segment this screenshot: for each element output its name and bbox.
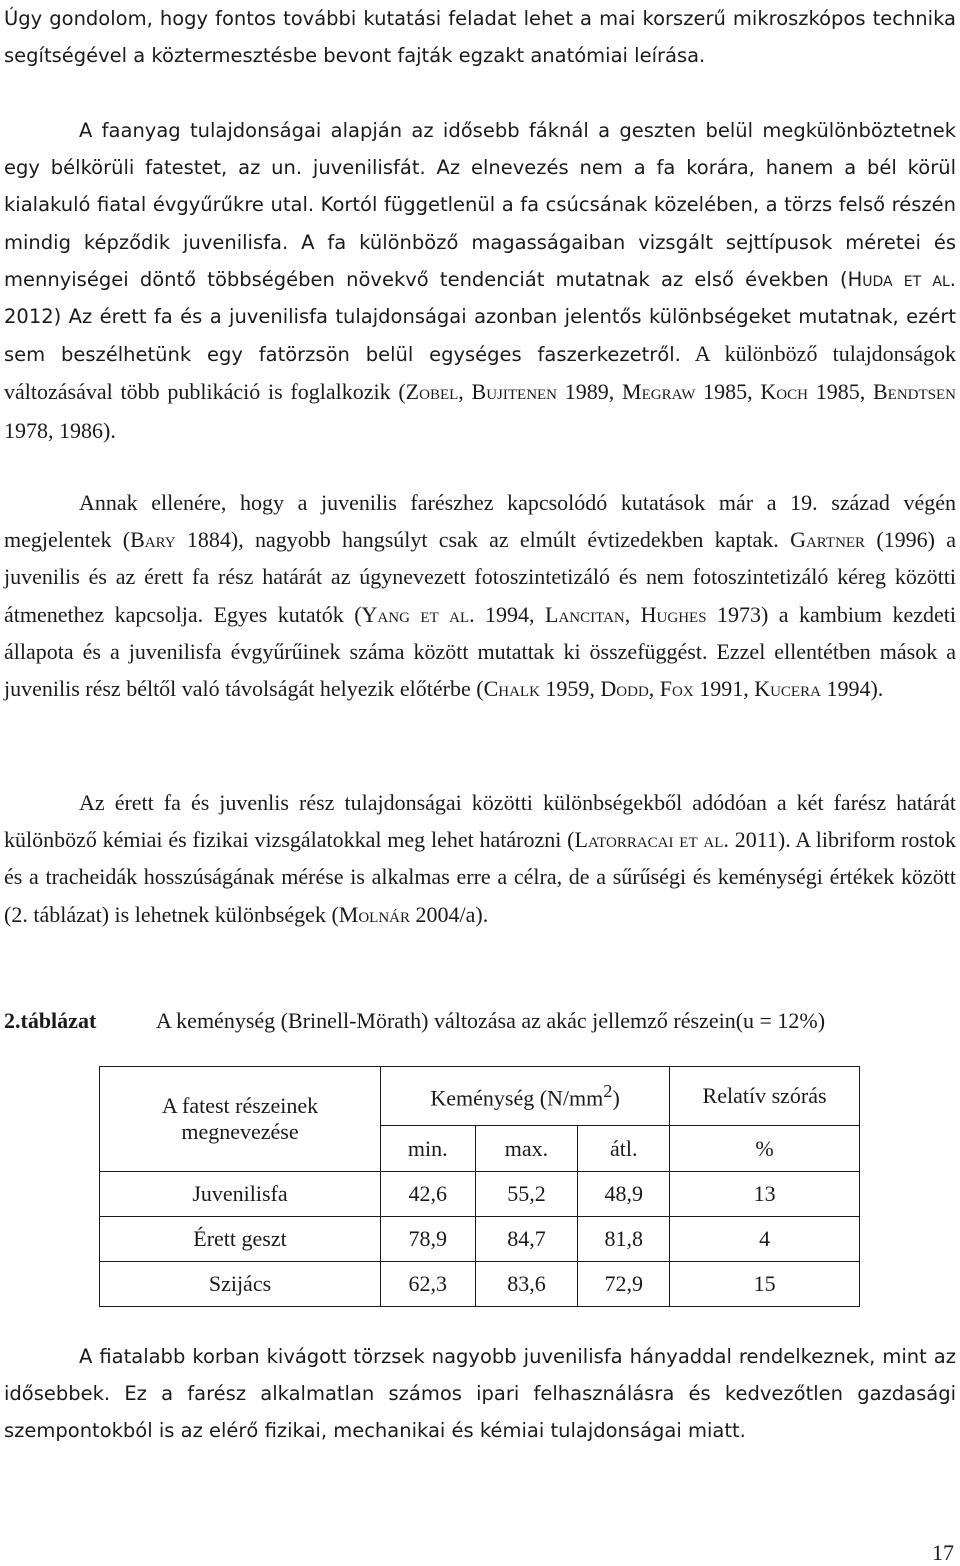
p2-text-i: 1978, 1986). [4,417,116,443]
citation-molnar: Molnár [338,901,411,927]
table-caption-number: 2.táblázat [4,1008,97,1033]
header-hardness-text: Keménység (N/mm [430,1085,604,1111]
row-name: Érett geszt [100,1217,381,1262]
table-row [100,1262,860,1307]
header-part-name-line2: megnevezése [181,1119,299,1144]
page-number: 17 [932,1540,954,1565]
row-min: 42,6 [381,1172,476,1217]
row-avg: 81,8 [578,1217,670,1262]
citation-huda: Huda et al. [847,267,956,291]
p2-text-a: A faanyag tulajdonságai alapján az idősebb fáknál a geszten belül megkülönböztetnek egy bélkörüli fatestet, az un. juvenilisfát. Az elnevezés nem a fa korára, hanem a bél körül kialakuló fiatal évgyűrűkre utal. Kortól függetlenül a fa csúcsának közelében, a törzs felső részén mindig képződik juvenilisfa. [4,119,956,254]
citation-megraw: Megraw [622,379,696,405]
p2-text-c: 2012) [4,305,62,329]
row-avg: 72,9 [578,1262,670,1307]
citation-yang: Yang et al. [361,601,475,627]
paragraph-1 [4,0,956,74]
subheader-max: max. [475,1126,578,1172]
row-pct: 4 [670,1217,860,1262]
table-caption [4,1005,956,1037]
row-pct: 15 [670,1262,860,1307]
row-name: Szijács [100,1262,381,1307]
p2-text-d: Az érett fa és a juvenilisfa tulajdonságai azonban jelentős különbségeket mutatnak, ezért sem beszélhetünk egy fatörzsön belül egységes faszerkezetről. [4,305,956,367]
row-avg: 48,9 [578,1172,670,1217]
table-row [100,1172,860,1217]
p3-text-a: Annak ellenére, hogy a juvenilis farészhez kapcsolódó kutatások már a 19. század végén megjelentek ( [4,490,956,553]
table-row [100,1217,860,1262]
citation-chalk: Chalk [483,676,540,702]
citation-zobel: Zobel, Bujitenen [405,379,558,405]
citation-dodd: Dodd, Fox [600,676,694,702]
paragraph-2 [4,112,956,450]
subheader-avg: átl. [578,1126,670,1172]
p3-text-d: 1994, [474,601,545,627]
paragraph-4 [4,784,956,933]
paragraph-5-text: A fiatalabb korban kivágott törzsek nagyobb juvenilisfa hányaddal rendelkeznek, mint az idősebbek. Ez a farész alkalmatlan számos ipari felhasználásra és kedvezőtlen gazdasági szempontokból is az elérő fizikai, mechanikai és kémiai tulajdonságai miatt. [4,1345,956,1443]
p2-text-b: A fa különböző magasságaiban vizsgált sejttípusok méretei és mennyiségei döntő többségében növekvő tendenciát mutatnak az első években ( [4,230,956,291]
p3-text-e: 1973) a kambium kezdeti állapota és a juvenilisfa évgyűrűinek száma között mutattak ki összefüggést. Ezzel ellentétben mások a juvenilis rész béltől való távolságát helyezik előtérbe ( [4,601,956,702]
p3-text-f: 1959, [539,676,601,702]
subheader-min: min. [381,1126,476,1172]
p3-text-h: 1994). [820,676,884,702]
row-min: 62,3 [381,1262,476,1307]
row-pct: 13 [670,1172,860,1217]
paragraph-5 [4,1338,956,1450]
table-caption-text: A keménység (Brinell-Mörath) változása az akác jellemző részein(u = 12%) [156,1008,826,1033]
header-hardness-sup: 2 [603,1080,613,1101]
p3-text-b: 1884), nagyobb hangsúlyt csak az elmúlt évtizedekben kaptak. [175,527,791,553]
header-hardness-end: ) [612,1085,620,1111]
p2-text-f: 1989, [557,379,623,405]
p3-text-c: (1996) a juvenilis és az érett fa rész határát az úgynevezett fotoszintetizáló és nem fotoszintetizáló kéreg közötti átmenethez kapcsolja. Egyes kutatók ( [4,527,957,627]
row-max: 84,7 [475,1217,578,1262]
row-max: 55,2 [475,1172,578,1217]
p2-text-h: 1985, [807,379,873,405]
p4-text-a: Az érett fa és juvenlis rész tulajdonságai közötti különbségekből adódóan a két farész határát különböző kémiai és fizikai vizsgálatokkal meg lehet határozni ( [4,790,956,853]
citation-latorracai: Latorracai et al. [574,827,729,853]
citation-lancitan: Lancitan, Hughes [545,601,707,627]
p2-text-e: A különböző tulajdonságok változásával több publikáció is foglalkozik ( [4,341,957,405]
header-part-name [100,1067,381,1172]
citation-kucera: Kucera [754,676,821,702]
header-hardness [381,1067,670,1126]
hardness-table [99,1066,860,1307]
paragraph-3 [4,484,956,707]
citation-koch: Koch [760,379,808,405]
row-min: 78,9 [381,1217,476,1262]
citation-bary: Bary [130,527,176,553]
p3-text-g: 1991, [693,676,755,702]
row-name: Juvenilisfa [100,1172,381,1217]
header-part-name-line1: A fatest részeinek [161,1093,319,1118]
p4-text-b: 2011). A libriform rostok és a tracheidák hosszúságának mérése is alkalmas erre a célra, de a sűrűségi és keménységi értékek között (2. táblázat) is lehetnek különbségek ( [4,827,956,927]
table-header-row [100,1067,860,1126]
p2-text-g: 1985, [695,379,761,405]
citation-bendtsen: Bendtsen [873,379,957,405]
row-max: 83,6 [475,1262,578,1307]
p4-text-c: 2004/a). [410,901,489,927]
subheader-pct: % [670,1126,860,1172]
header-relative: Relatív szórás [670,1067,860,1126]
paragraph-1-text: Úgy gondolom, hogy fontos további kutatási feladat lehet a mai korszerű mikroszkópos technika segítségével a köztermesztésbe bevont fajták egzakt anatómiai leírása. [4,7,956,68]
citation-gartner: Gartner [790,527,866,553]
